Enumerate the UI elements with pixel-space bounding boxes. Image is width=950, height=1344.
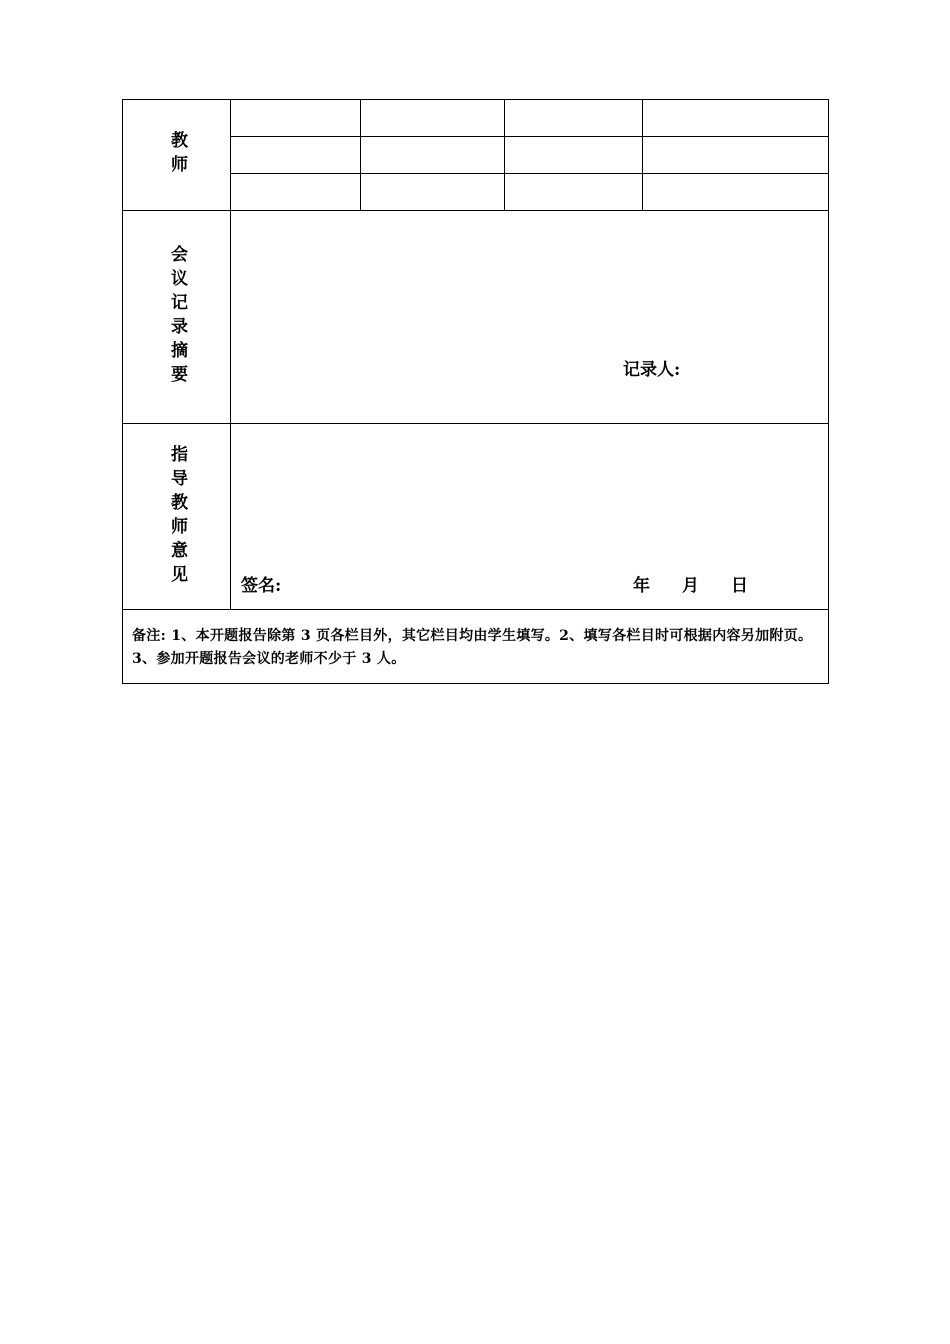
minutes-row xyxy=(123,211,828,424)
recorder-label: 记录人: xyxy=(623,360,681,380)
teacher-cell[interactable] xyxy=(361,100,505,136)
advisor-row xyxy=(123,424,828,610)
teachers-row xyxy=(123,100,828,211)
date-year-label: 年 xyxy=(633,576,650,596)
teacher-cell[interactable] xyxy=(231,174,361,211)
teacher-cell[interactable] xyxy=(231,137,361,173)
teacher-cell[interactable] xyxy=(231,100,361,136)
teachers-label: 教师 xyxy=(167,131,187,179)
date-month-label: 月 xyxy=(682,576,699,596)
teacher-cell[interactable] xyxy=(361,174,505,211)
teachers-grid-row xyxy=(231,100,828,137)
advisor-label-cell xyxy=(123,424,231,609)
opening-report-form xyxy=(122,99,829,684)
teachers-grid xyxy=(231,100,828,210)
teacher-cell[interactable] xyxy=(643,100,828,136)
minutes-label: 会议记录摘要 xyxy=(167,245,187,389)
notes-text: 备注: 1、本开题报告除第 3 页各栏目外，其它栏目均由学生填写。2、填写各栏目时可根据内容另加附页。3、参加开题报告会议的老师不少于 3 人。 xyxy=(132,628,813,667)
teacher-cell[interactable] xyxy=(361,137,505,173)
date-day-label: 日 xyxy=(731,576,748,596)
minutes-content-area[interactable] xyxy=(231,211,828,423)
teachers-label-cell xyxy=(123,100,231,210)
teacher-cell[interactable] xyxy=(505,100,643,136)
teacher-cell[interactable] xyxy=(505,174,643,211)
teachers-grid-row xyxy=(231,174,828,211)
advisor-content-area[interactable] xyxy=(231,424,828,609)
minutes-label-cell xyxy=(123,211,231,423)
teachers-grid-row xyxy=(231,137,828,174)
signature-label: 签名: xyxy=(241,576,282,596)
notes-row xyxy=(123,610,828,683)
teacher-cell[interactable] xyxy=(505,137,643,173)
teacher-cell[interactable] xyxy=(643,174,828,211)
advisor-label: 指导教师意见 xyxy=(167,444,187,589)
teacher-cell[interactable] xyxy=(643,137,828,173)
